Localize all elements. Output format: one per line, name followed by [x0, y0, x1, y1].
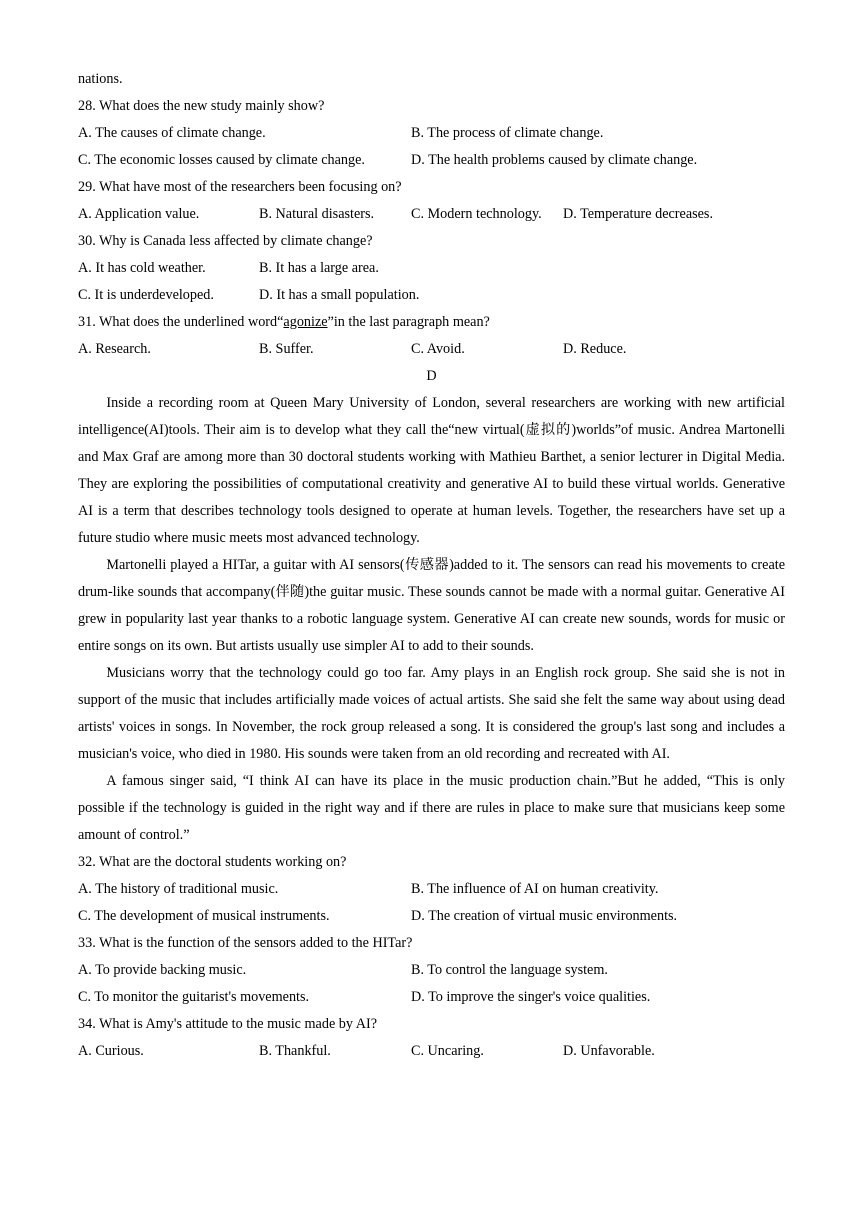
option-row: [78, 903, 785, 930]
option-c: C. To monitor the guitarist's movements.: [78, 989, 310, 1005]
question-stem: 33. What is the function of the sensors added to the HITar?: [78, 935, 413, 951]
question-stem: 31. What does the underlined word“agonize”in the last paragraph mean?: [78, 314, 490, 330]
question-32: [78, 849, 785, 930]
option-b: B. The process of climate change.: [411, 125, 604, 141]
option-a: A. To provide backing music.: [78, 962, 247, 978]
option-b: B. Thankful.: [259, 1043, 331, 1059]
option-d: D. The health problems caused by climate change.: [411, 152, 698, 168]
underlined-word: agonize: [283, 314, 328, 330]
option-row: [78, 957, 785, 984]
option-row: [78, 147, 785, 174]
option-row: [78, 120, 785, 147]
option-d: D. Unfavorable.: [563, 1043, 655, 1059]
option-a: A. Curious.: [78, 1043, 144, 1059]
option-c: C. Uncaring.: [411, 1043, 484, 1059]
question-31: [78, 309, 785, 363]
option-c: C. Modern technology.: [411, 206, 542, 222]
option-row: [78, 255, 785, 282]
option-c: C. Avoid.: [411, 341, 465, 357]
option-a: A. Application value.: [78, 206, 200, 222]
option-row: [78, 201, 785, 228]
question-stem: 34. What is Amy's attitude to the music made by AI?: [78, 1016, 378, 1032]
option-b: B. Suffer.: [259, 341, 314, 357]
exam-page: [78, 66, 785, 1065]
option-row: [78, 336, 785, 363]
option-d: D. It has a small population.: [259, 287, 420, 303]
option-a: A. It has cold weather.: [78, 260, 206, 276]
passage-paragraph: A famous singer said, “I think AI can have its place in the music production chain.”But he added, “This is only possible if the technology is guided in the right way and if there are rules in place to make sure that musicians keep some amount of control.”: [78, 773, 785, 843]
option-c: C. It is underdeveloped.: [78, 287, 214, 303]
passage-paragraph: Inside a recording room at Queen Mary University of London, several researchers are working with new artificial intelligence(AI)tools. Their aim is to develop what they call the“new virtual(虚拟的)worlds”of music. Andrea Martonelli and Max Graf are among more than 30 doctoral students working with Mathieu Barthet, a senior lecturer in Digital Media. They are exploring the possibilities of computational creativity and generative AI to build these virtual worlds. Generative AI is a term that describes technology tools designed to operate at human levels. Together, the researchers have set up a future studio where music meets most advanced technology.: [78, 395, 785, 546]
option-row: [78, 984, 785, 1011]
option-b: B. Natural disasters.: [259, 206, 375, 222]
option-d: D. Temperature decreases.: [563, 206, 713, 222]
option-b: B. The influence of AI on human creativity.: [411, 881, 659, 897]
section-heading: D: [426, 368, 437, 384]
option-row: [78, 1038, 785, 1065]
option-b: B. To control the language system.: [411, 962, 608, 978]
option-b: B. It has a large area.: [259, 260, 379, 276]
passage-paragraph: Martonelli played a HITar, a guitar with AI sensors(传感器)added to it. The sensors can read his movements to create drum-like sounds that accompany(伴随)the guitar music. These sounds cannot be made with a normal guitar. Generative AI grew in popularity last year thanks to a robotic language system. Generative AI can create new sounds, words for music or entire songs on its own. But artists usually use simpler AI to add to their sounds.: [78, 557, 785, 654]
option-d: D. Reduce.: [563, 341, 627, 357]
option-row: [78, 876, 785, 903]
passage-paragraph: Musicians worry that the technology could go too far. Amy plays in an English rock group. She said she is not in support of the music that includes artificially made voices of actual artists. She said she felt the same way about using dead artists' voices in songs. In November, the rock group released a song. It is considered the group's last song and includes a musician's voice, who died in 1980. His sounds were taken from an old recording and recreated with AI.: [78, 665, 785, 762]
option-row: [78, 282, 785, 309]
option-c: C. The economic losses caused by climate change.: [78, 152, 365, 168]
question-29: [78, 174, 785, 228]
question-33: [78, 930, 785, 1011]
option-d: D. The creation of virtual music environments.: [411, 908, 678, 924]
question-stem: 29. What have most of the researchers been focusing on?: [78, 179, 402, 195]
question-stem: 32. What are the doctoral students working on?: [78, 854, 347, 870]
question-stem: 28. What does the new study mainly show?: [78, 98, 325, 114]
question-34: [78, 1011, 785, 1065]
option-d: D. To improve the singer's voice qualities.: [411, 989, 651, 1005]
question-stem: 30. Why is Canada less affected by climate change?: [78, 233, 373, 249]
passage: [78, 390, 785, 849]
option-a: A. Research.: [78, 341, 151, 357]
continued-text: nations.: [78, 71, 123, 87]
option-c: C. The development of musical instruments.: [78, 908, 330, 924]
question-30: [78, 228, 785, 309]
option-a: A. The history of traditional music.: [78, 881, 279, 897]
option-a: A. The causes of climate change.: [78, 125, 266, 141]
question-28: [78, 93, 785, 174]
